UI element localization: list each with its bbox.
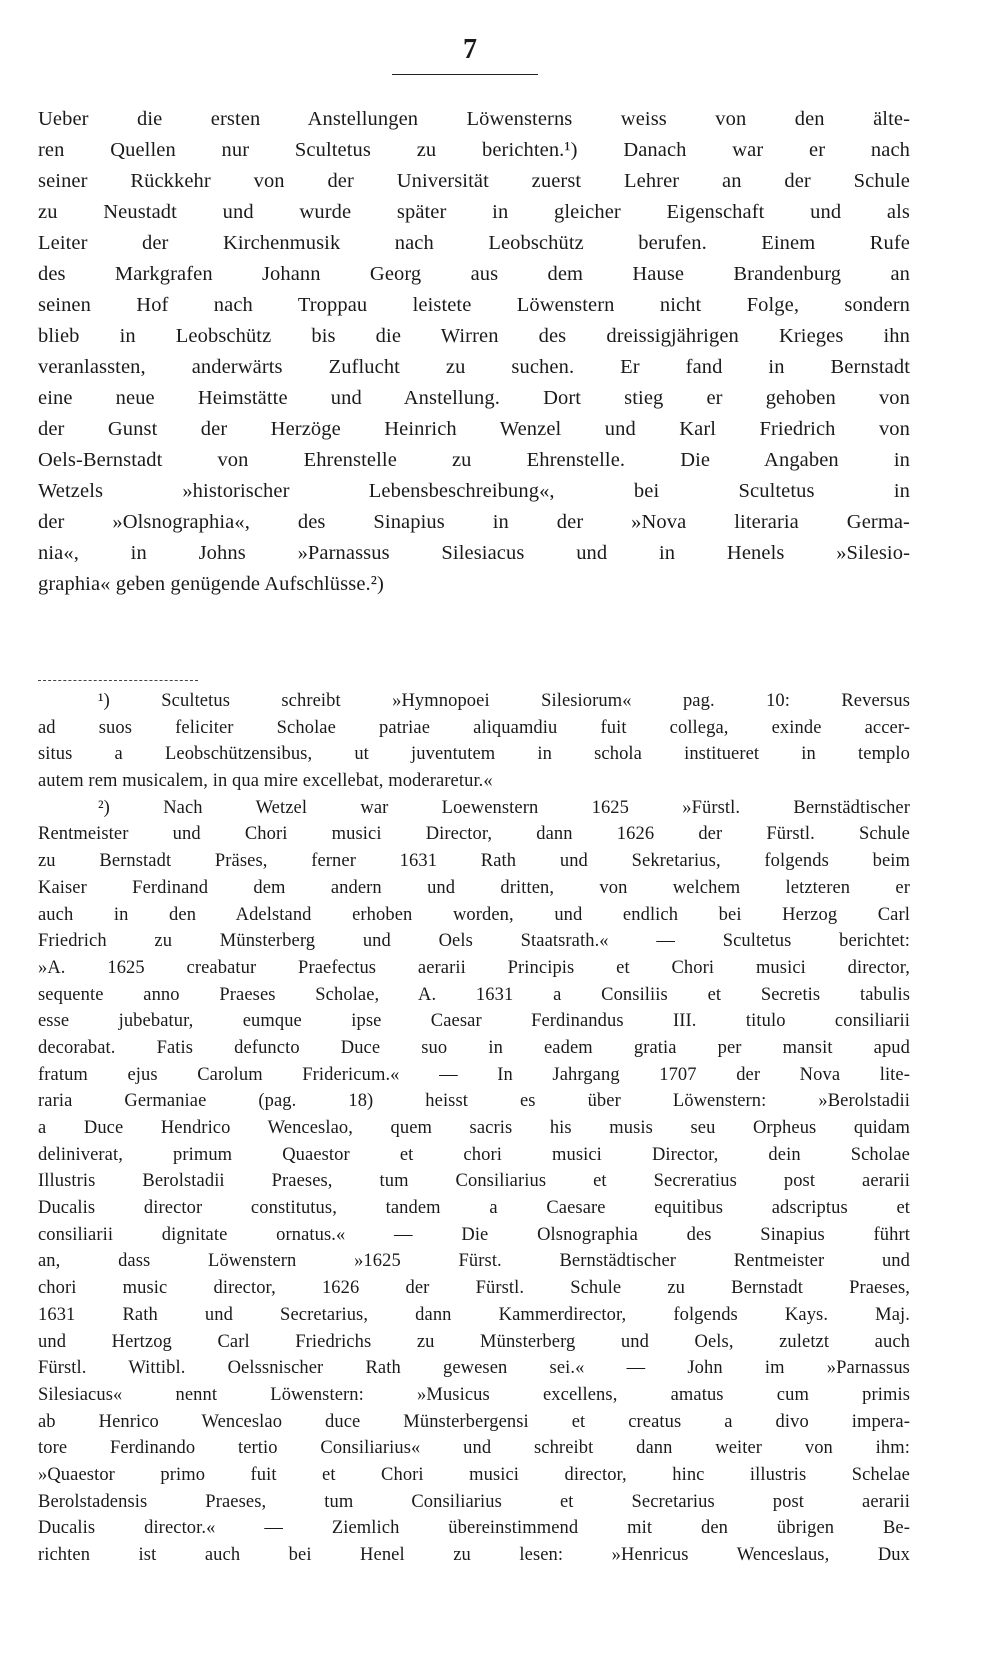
text-line: Oels-Bernstadt von Ehrenstelle zu Ehrenstelle. Die Angaben in <box>38 449 910 471</box>
footnotes <box>38 688 910 1569</box>
text-line: zu Neustadt und wurde später in gleicher Eigenschaft und als <box>38 201 910 223</box>
text-line: Ueber die ersten Anstellungen Löwensterns weiss von den älte- <box>38 108 910 130</box>
text-line: der »Olsnographia«, des Sinapius in der »Nova literaria Germa- <box>38 511 910 533</box>
footnote-line: Illustris Berolstadii Praeses, tum Consiliarius et Secreratius post aerarii <box>38 1171 910 1192</box>
footnote-line: Rentmeister und Chori musici Director, dann 1626 der Fürstl. Schule <box>38 824 910 845</box>
footnote-line: chori music director, 1626 der Fürstl. Schule zu Bernstadt Praeses, <box>38 1278 910 1299</box>
footnote-line: tore Ferdinando tertio Consiliarius« und schreibt dann weiter von ihm: <box>38 1438 910 1459</box>
footnote-line: a Duce Hendrico Wenceslao, quem sacris his musis seu Orpheus quidam <box>38 1118 910 1138</box>
text-line: seiner Rückkehr von der Universität zuerst Lehrer an der Schule <box>38 170 910 192</box>
footnote-line: auch in den Adelstand erhoben worden, und endlich bei Herzog Carl <box>38 904 910 925</box>
footnote-line: ab Henrico Wenceslao duce Münsterbergensi et creatus a divo impera- <box>38 1411 910 1432</box>
footnote-separator <box>38 680 198 681</box>
footnote-line: Silesiacus« nennt Löwenstern: »Musicus excellens, amatus cum primis <box>38 1384 910 1405</box>
footnote-line: richten ist auch bei Henel zu lesen: »Henricus Wenceslaus, Dux <box>38 1545 910 1565</box>
footnote-line: ¹) Scultetus schreibt »Hymnopoei Silesiorum« pag. 10: Reversus <box>98 691 910 711</box>
text-line: nia«, in Johns »Parnassus Silesiacus und in Henels »Silesio- <box>38 542 910 564</box>
footnote-line: consiliarii dignitate ornatus.« — Die Olsnographia des Sinapius führt <box>38 1224 910 1245</box>
footnote-line: fratum ejus Carolum Fridericum.« — In Jahrgang 1707 der Nova lite- <box>38 1064 910 1085</box>
text-line: veranlassten, anderwärts Zuflucht zu suchen. Er fand in Bernstadt <box>38 356 910 378</box>
footnote-line: situs a Leobschützensibus, ut juventutem in schola institueret in templo <box>38 744 910 765</box>
text-line: ren Quellen nur Scultetus zu berichten.¹) Danach war er nach <box>38 139 910 161</box>
text-line: des Markgrafen Johann Georg aus dem Hause Brandenburg an <box>38 263 910 285</box>
footnote-line: an, dass Löwenstern »1625 Fürst. Bernstädtischer Rentmeister und <box>38 1251 910 1272</box>
footnote-line: sequente anno Praeses Scholae, A. 1631 a Consiliis et Secretis tabulis <box>38 984 910 1005</box>
text-line: Leiter der Kirchenmusik nach Leobschütz berufen. Einem Rufe <box>38 232 910 254</box>
text-line: eine neue Heimstätte und Anstellung. Dort stieg er gehoben von <box>38 387 910 409</box>
page-number-rule <box>392 74 538 75</box>
text-line: graphia« geben genügende Aufschlüsse.²) <box>38 573 384 595</box>
main-text <box>38 104 910 600</box>
footnote-line: esse jubebatur, eumque ipse Caesar Ferdinandus III. titulo consiliarii <box>38 1011 910 1032</box>
footnote-line: ²) Nach Wetzel war Loewenstern 1625 »Fürstl. Bernstädtischer <box>98 797 910 818</box>
footnote-line: »Quaestor primo fuit et Chori musici director, hinc illustris Schelae <box>38 1464 910 1485</box>
footnote-line: Ducalis director.« — Ziemlich übereinstimmend mit den übrigen Be- <box>38 1518 910 1539</box>
footnote-line: deliniverat, primum Quaestor et chori musici Director, dein Scholae <box>38 1144 910 1165</box>
text-line: seinen Hof nach Troppau leistete Löwenstern nicht Folge, sondern <box>38 294 910 316</box>
footnote-line: autem rem musicalem, in qua mire excellebat, moderaretur.« <box>38 771 493 792</box>
footnote-line: Berolstadensis Praeses, tum Consiliarius et Secretarius post aerarii <box>38 1491 910 1512</box>
footnote-line: decorabat. Fatis defuncto Duce suo in eadem gratia per mansit apud <box>38 1037 910 1058</box>
footnote-line: zu Bernstadt Präses, ferner 1631 Rath und Sekretarius, folgends beim <box>38 851 910 872</box>
text-line: Wetzels »historischer Lebensbeschreibung«, bei Scultetus in <box>38 480 910 502</box>
footnote-line: ad suos feliciter Scholae patriae aliquamdiu fuit collega, exinde accer- <box>38 717 910 738</box>
text-line: der Gunst der Herzöge Heinrich Wenzel und Karl Friedrich von <box>38 418 910 440</box>
footnote-line: Fürstl. Wittibl. Oelssnischer Rath gewesen sei.« — John im »Parnassus <box>38 1358 910 1379</box>
text-line: blieb in Leobschütz bis die Wirren des dreissigjährigen Krieges ihn <box>38 325 910 347</box>
footnote-line: 1631 Rath und Secretarius, dann Kammerdirector, folgends Kays. Maj. <box>38 1304 910 1325</box>
page-number: 7 <box>463 34 477 65</box>
footnote-line: raria Germaniae (pag. 18) heisst es über Löwenstern: »Berolstadii <box>38 1091 910 1112</box>
footnote-line: »A. 1625 creabatur Praefectus aerarii Principis et Chori musici director, <box>38 957 910 978</box>
footnote-line: Kaiser Ferdinand dem andern und dritten, von welchem letzteren er <box>38 877 910 898</box>
footnote-line: und Hertzog Carl Friedrichs zu Münsterberg und Oels, zuletzt auch <box>38 1331 910 1352</box>
footnote-line: Ducalis director constitutus, tandem a Caesare equitibus adscriptus et <box>38 1198 910 1219</box>
footnote-line: Friedrich zu Münsterberg und Oels Staatsrath.« — Scultetus berichtet: <box>38 931 910 952</box>
